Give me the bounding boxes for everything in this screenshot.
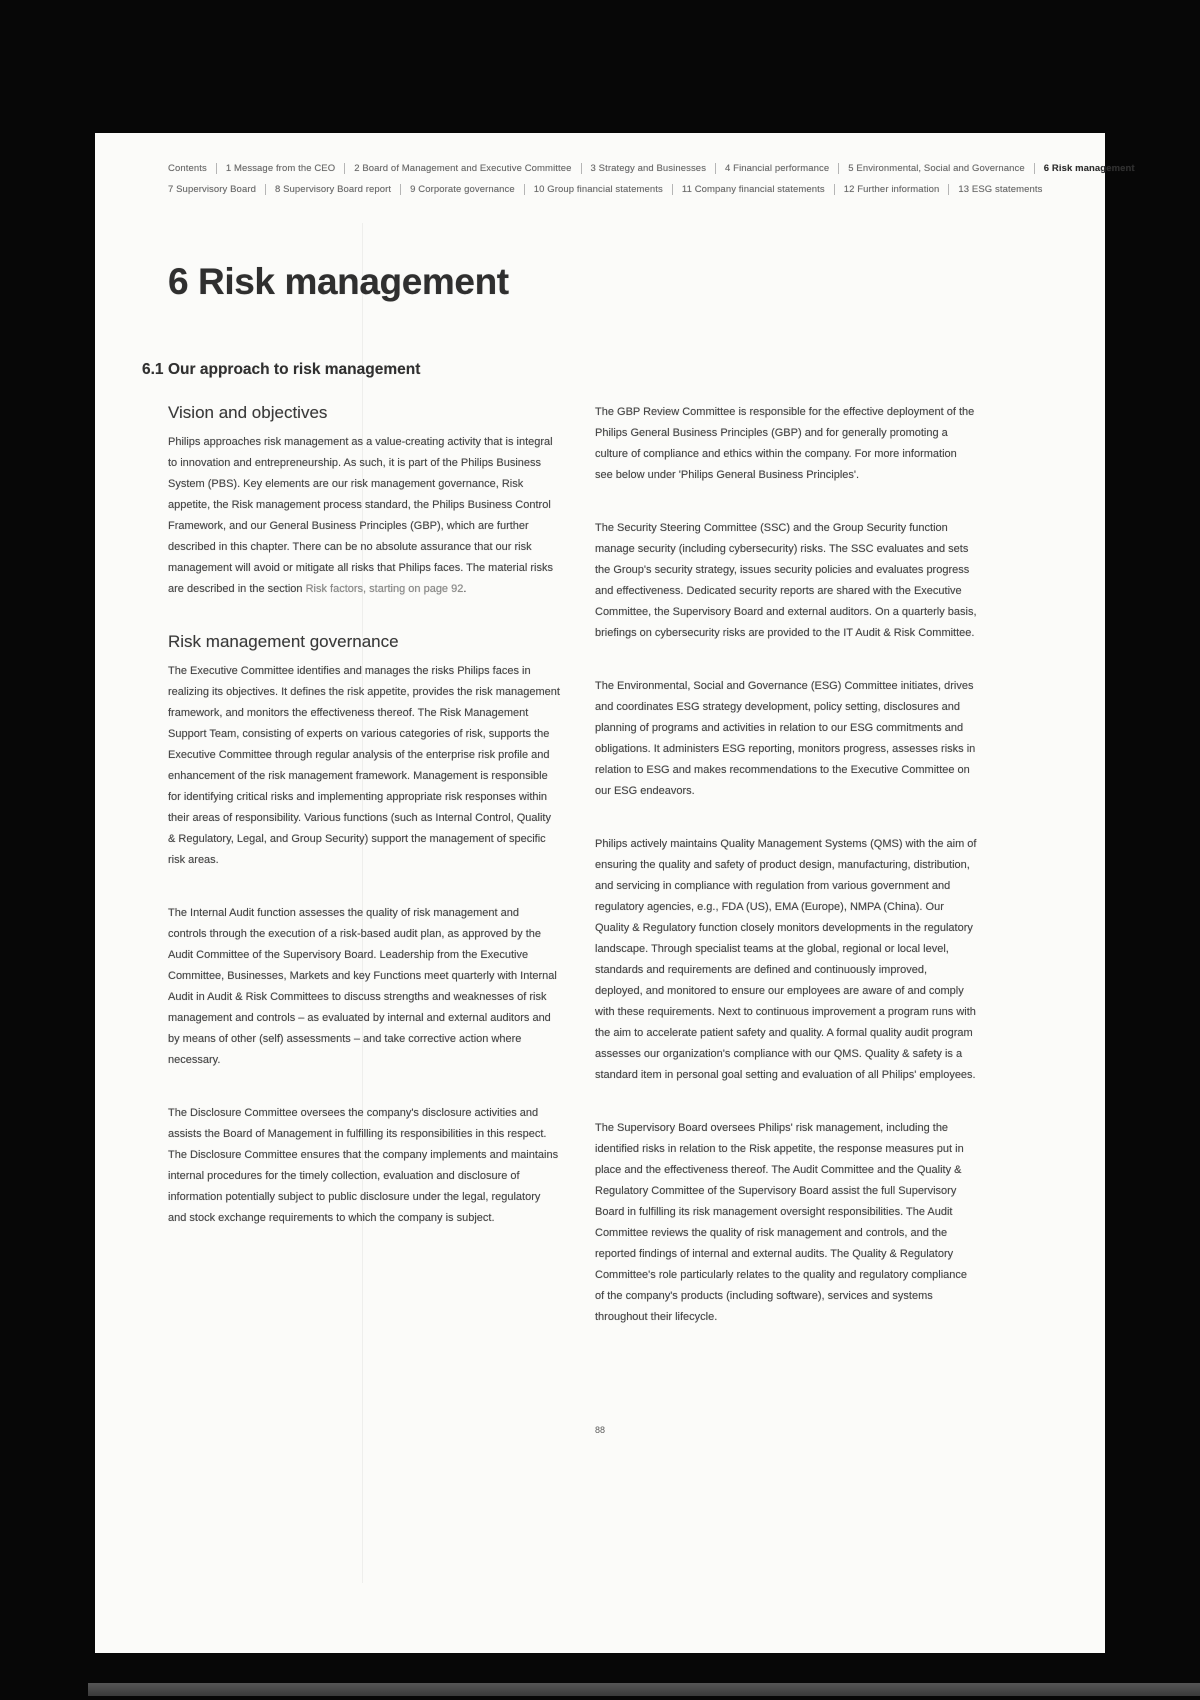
body-paragraph: Philips actively maintains Quality Management Systems (QMS) with the aim of ensuring the quality and safety of product design, manufacturing, distribution, and servicing in compliance with regulation from various government and regulatory agencies, e.g., FDA (US), EMA (Europe), NMPA (China). Our Quality & Regulatory function closely monitors developments in the regulatory landscape. Through specialist teams at the global, regional or local level, standards and requirements are defined and continuously improved, deployed, and monitored to ensure our employees are aware of and comply with these requirements. Next to continuous improvement a program runs with the aim to accelerate patient safety and quality. A formal quality audit program assesses our organization's compliance with our QMS. Quality & safety is a standard item in personal goal setting and evaluation of all Philips' employees.	[595, 838, 977, 1081]
scan-bottom-strip	[88, 1683, 1200, 1696]
nav-row-2	[168, 184, 1043, 195]
column-gutter	[560, 379, 595, 1360]
nav-item-4-financial-performance[interactable]: 4 Financial performance	[715, 163, 838, 174]
body-paragraph: The Disclosure Committee oversees the company's disclosure activities and assists the Board of Management in fulfilling its responsibilities in this respect. The Disclosure Committee ensures that the company implements and maintains internal procedures for the timely collection, evaluation and disclosure of information potentially subject to public disclosure under the legal, regulatory and stock exchange requirements to which the company is subject.	[168, 1107, 559, 1224]
section-heading-text: Our approach to risk management	[168, 361, 421, 378]
risk-factors-link[interactable]: Risk factors, starting on page 92	[305, 583, 464, 595]
nav-item-12-further-information[interactable]: 12 Further information	[834, 184, 949, 195]
subheading-risk-management-governance: Risk management governance	[168, 632, 399, 651]
chapter-navigation	[168, 163, 1135, 195]
page-number: 88	[594, 1425, 605, 1435]
document-page	[95, 133, 1135, 1653]
nav-item-10-group-financial-statements[interactable]: 10 Group financial statements	[524, 184, 672, 195]
body-paragraph	[168, 432, 560, 600]
nav-item-6-risk-management-active[interactable]: 6 Risk management	[1034, 163, 1144, 174]
scan-fold-line	[362, 223, 363, 1583]
nav-row-1	[168, 163, 1135, 174]
two-column-body	[168, 379, 977, 1360]
section-heading	[142, 361, 977, 379]
nav-item-11-company-financial-statements[interactable]: 11 Company financial statements	[672, 184, 834, 195]
left-column	[168, 379, 560, 1360]
body-paragraph: The Security Steering Committee (SSC) and the Group Security function manage security (including cybersecurity) risks. The SSC evaluates and sets the Group's security strategy, issues security policies and evaluates progress and effectiveness. Dedicated security reports are shared with the Executive Committee, the Supervisory Board and external auditors. On a quarterly basis, briefings on cybersecurity risks are provided to the IT Audit & Risk Committee.	[595, 522, 977, 639]
nav-item-5-esg[interactable]: 5 Environmental, Social and Governance	[838, 163, 1033, 174]
body-paragraph: The Internal Audit function assesses the quality of risk management and controls through the execution of a risk-based audit plan, as approved by the Audit Committee of the Supervisory Board. Leadership from the Executive Committee, Businesses, Markets and key Functions meet quarterly with Internal Audit in Audit & Risk Committees to discuss strengths and weaknesses of risk management and controls – as evaluated by internal and external auditors and by means of other (self) assessments – and take corrective action where necessary.	[168, 907, 557, 1066]
subheading-vision-and-objectives: Vision and objectives	[168, 403, 328, 422]
nav-item-3-strategy-and-businesses[interactable]: 3 Strategy and Businesses	[581, 163, 716, 174]
paragraph-text: .	[463, 583, 467, 595]
nav-item-13-esg-statements[interactable]: 13 ESG statements	[948, 184, 1051, 195]
nav-item-1-message-from-ceo[interactable]: 1 Message from the CEO	[216, 163, 344, 174]
nav-item-2-board-of-management[interactable]: 2 Board of Management and Executive Committee	[344, 163, 580, 174]
nav-item-9-corporate-governance[interactable]: 9 Corporate governance	[400, 184, 524, 195]
right-column	[595, 379, 977, 1360]
nav-item-7-supervisory-board[interactable]: 7 Supervisory Board	[168, 184, 256, 195]
body-paragraph: The Supervisory Board oversees Philips' risk management, including the identified risks in relation to the Risk appetite, the response measures put in place and the effectiveness thereof. The Audit Committee and the Quality & Regulatory Committee of the Supervisory Board assist the full Supervisory Board in fulfilling its risk management oversight responsibilities. The Audit Committee reviews the quality of risk management and controls, and the reported findings of internal and external audits. The Quality & Regulatory Committee's role particularly relates to the quality and regulatory compliance of the company's products (including software), services and systems throughout their lifecycle.	[595, 1122, 967, 1323]
paragraph-text: Philips approaches risk management as a value-creating activity that is integral to innovation and entrepreneurship. As such, it is part of the Philips Business System (PBS). Key elements are our risk management governance, Risk appetite, the Risk management process standard, the Philips Business Control Framework, and our General Business Principles (GBP), which are further described in this chapter. There can be no absolute assurance that our risk management will avoid or mitigate all risks that Philips faces. The material risks are described in the section	[168, 436, 553, 595]
nav-item-8-supervisory-board-report[interactable]: 8 Supervisory Board report	[265, 184, 400, 195]
body-paragraph: The GBP Review Committee is responsible for the effective deployment of the Philips General Business Principles (GBP) and for generally promoting a culture of compliance and ethics within the company. For more information see below under 'Philips General Business Principles'.	[595, 406, 975, 481]
chapter-title: 6 Risk management	[168, 261, 509, 302]
body-paragraph: The Environmental, Social and Governance (ESG) Committee initiates, drives and coordinates ESG strategy development, policy setting, disclosures and planning of programs and activities in relation to our ESG commitments and obligations. It administers ESG reporting, monitors progress, assesses risks in relation to ESG and makes recommendations to the Executive Committee on our ESG endeavors.	[595, 680, 976, 797]
body-paragraph: The Executive Committee identifies and manages the risks Philips faces in realizing its objectives. It defines the risk appetite, provides the risk management framework, and monitors the effectiveness thereof. The Risk Management Support Team, consisting of experts on various categories of risk, supports the Executive Committee through regular analysis of the enterprise risk profile and enhancement of the risk management framework. Management is responsible for identifying critical risks and implementing appropriate risk responses within their areas of responsibility. Various functions (such as Internal Control, Quality & Regulatory, Legal, and Group Security) support the management of specific risk areas.	[168, 665, 560, 866]
nav-item-contents[interactable]: Contents	[168, 163, 207, 174]
section-number: 6.1	[142, 361, 164, 378]
